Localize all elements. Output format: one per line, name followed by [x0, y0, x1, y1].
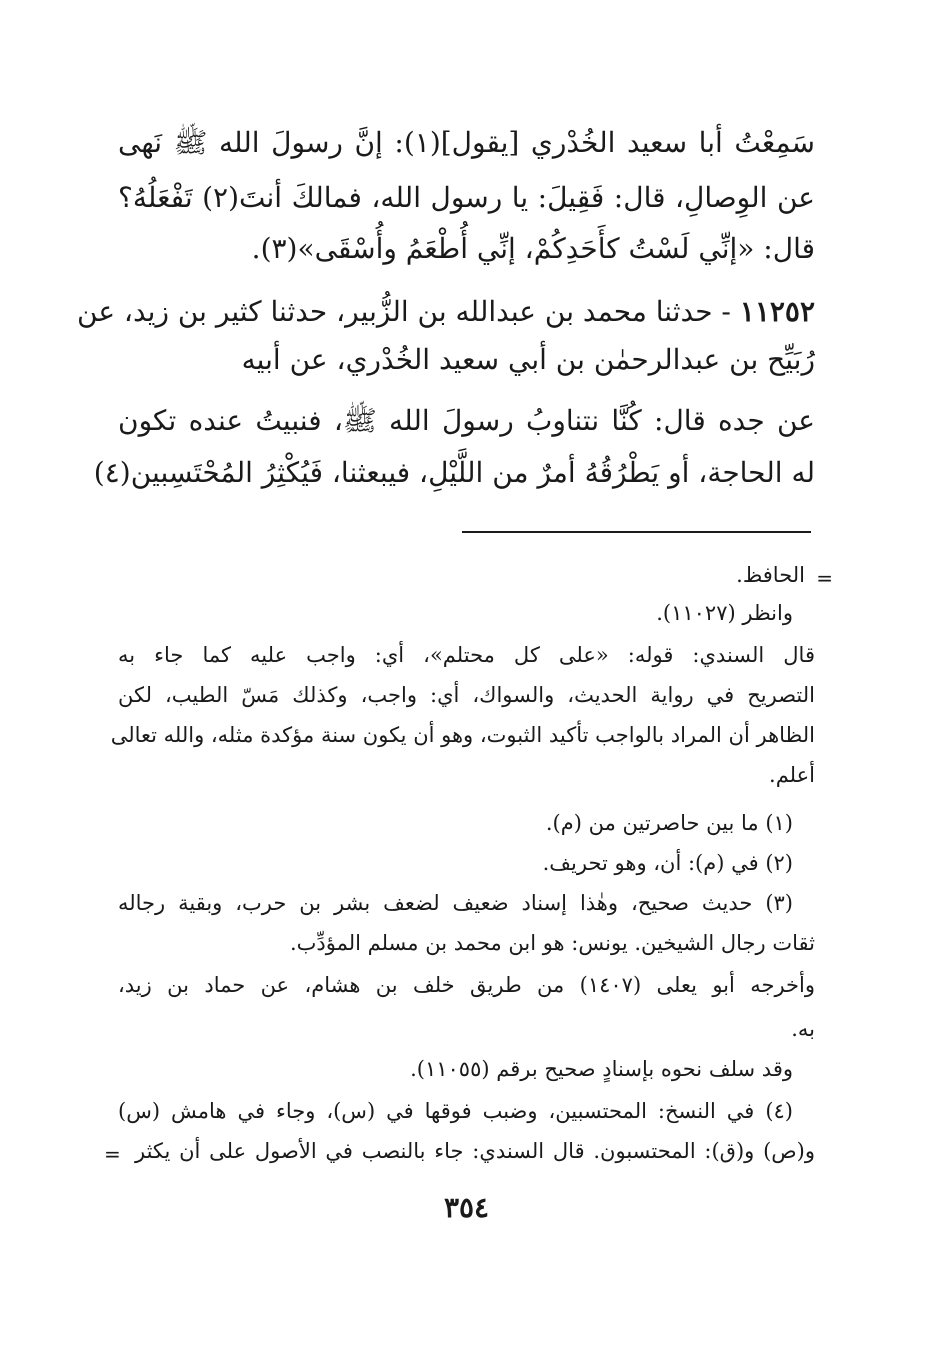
page-number: ٣٥٤ — [443, 1191, 490, 1224]
footnote-line-2: وانظر (١١٠٢٧). — [656, 601, 793, 625]
footnote-3-line-5: وقد سلف نحوه بإسنادٍ صحيح برقم (١١٠٥٥). — [410, 1057, 793, 1081]
main-text-line-2: عن الوِصالِ، قال: فَقِيلَ: يا رسول الله، فمالكَ أنتَ(٢) تَفْعَلُهُ؟ — [118, 181, 815, 214]
footnote-3-line-2: ثقات رجال الشيخين. يونس: هو ابن محمد بن مسلم المؤدِّب. — [289, 931, 815, 955]
main-text-line-1: سَمِعْتُ أبا سعيد الخُدْري [يقول](١): إنَّ رسولَ الله ﷺ نَهى — [118, 126, 815, 159]
main-text-line-3: قال: «إنِّي لَسْتُ كأَحَدِكُمْ، إنِّي أُطْعَمُ وأُسْقَى»(٣). — [251, 232, 815, 265]
footnote-1: (١) ما بين حاصرتين من (م). — [545, 811, 793, 835]
hadith-number: ١١٢٥٢ — [739, 295, 815, 328]
main-text-line-7: له الحاجة، أو يَطْرُقُهُ أمرٌ من اللَّيْلِ، فيبعثنا، فَيُكْثِرُ المُحْتَسِبين(٤) — [93, 456, 815, 489]
footnote-3-line-1: (٣) حديث صحيح، وهٰذا إسناد ضعيف لضعف بشر بن حرب، وبقية رجاله — [118, 891, 793, 915]
footnote-line-4: التصريح في رواية الحديث، والسواك، أي: واجب، وكذلك مَسّ الطيب، لكن — [118, 683, 815, 707]
main-text-line-6: عن جده قال: كُنَّا نتناوبُ رسولَ الله ﷺ، فنبيتُ عنده تكون — [118, 404, 815, 437]
footnote-line-1: الحافظ. — [736, 563, 805, 587]
footnote-2: (٢) في (م): أن، وهو تحريف. — [542, 851, 793, 875]
footnote-line-5: الظاهر أن المراد بالواجب تأكيد الثبوت، وهو أن يكون سنة مؤكدة مثله، والله تعالى — [110, 723, 815, 747]
footnote-3-line-3: وأخرجه أبو يعلى (١٤٠٧) من طريق خلف بن هشام، عن حماد بن زيد، — [118, 973, 815, 997]
footnote-line-6: أعلم. — [769, 763, 815, 787]
footnote-continuation-end-mark: = — [104, 1142, 121, 1166]
main-text-line-4 — [77, 292, 815, 336]
footnote-line-3: قال السندي: قوله: «على كل محتلم»، أي: واجب عليه كما جاء به — [118, 643, 815, 667]
footnote-separator — [462, 531, 811, 533]
footnote-4-line-1: (٤) في النسخ: المحتسبين، وضبب فوقها في (س)، وجاء في هامش (س) — [118, 1099, 793, 1123]
footnote-4-line-2: و(ص) و(ق): المحتسبون. قال السندي: جاء بالنصب في الأصول على أن يكثر — [135, 1139, 815, 1163]
footnote-continuation-start-mark: = — [816, 566, 833, 590]
footnote-3-line-4: به. — [791, 1017, 815, 1041]
main-text-line-5: رُبَيِّح بن عبدالرحمٰن بن أبي سعيد الخُدْري، عن أبيه — [241, 343, 815, 376]
isnad-text: - حدثنا محمد بن عبدالله بن الزُّبير، حدثنا كثير بن زيد، عن — [77, 295, 740, 328]
